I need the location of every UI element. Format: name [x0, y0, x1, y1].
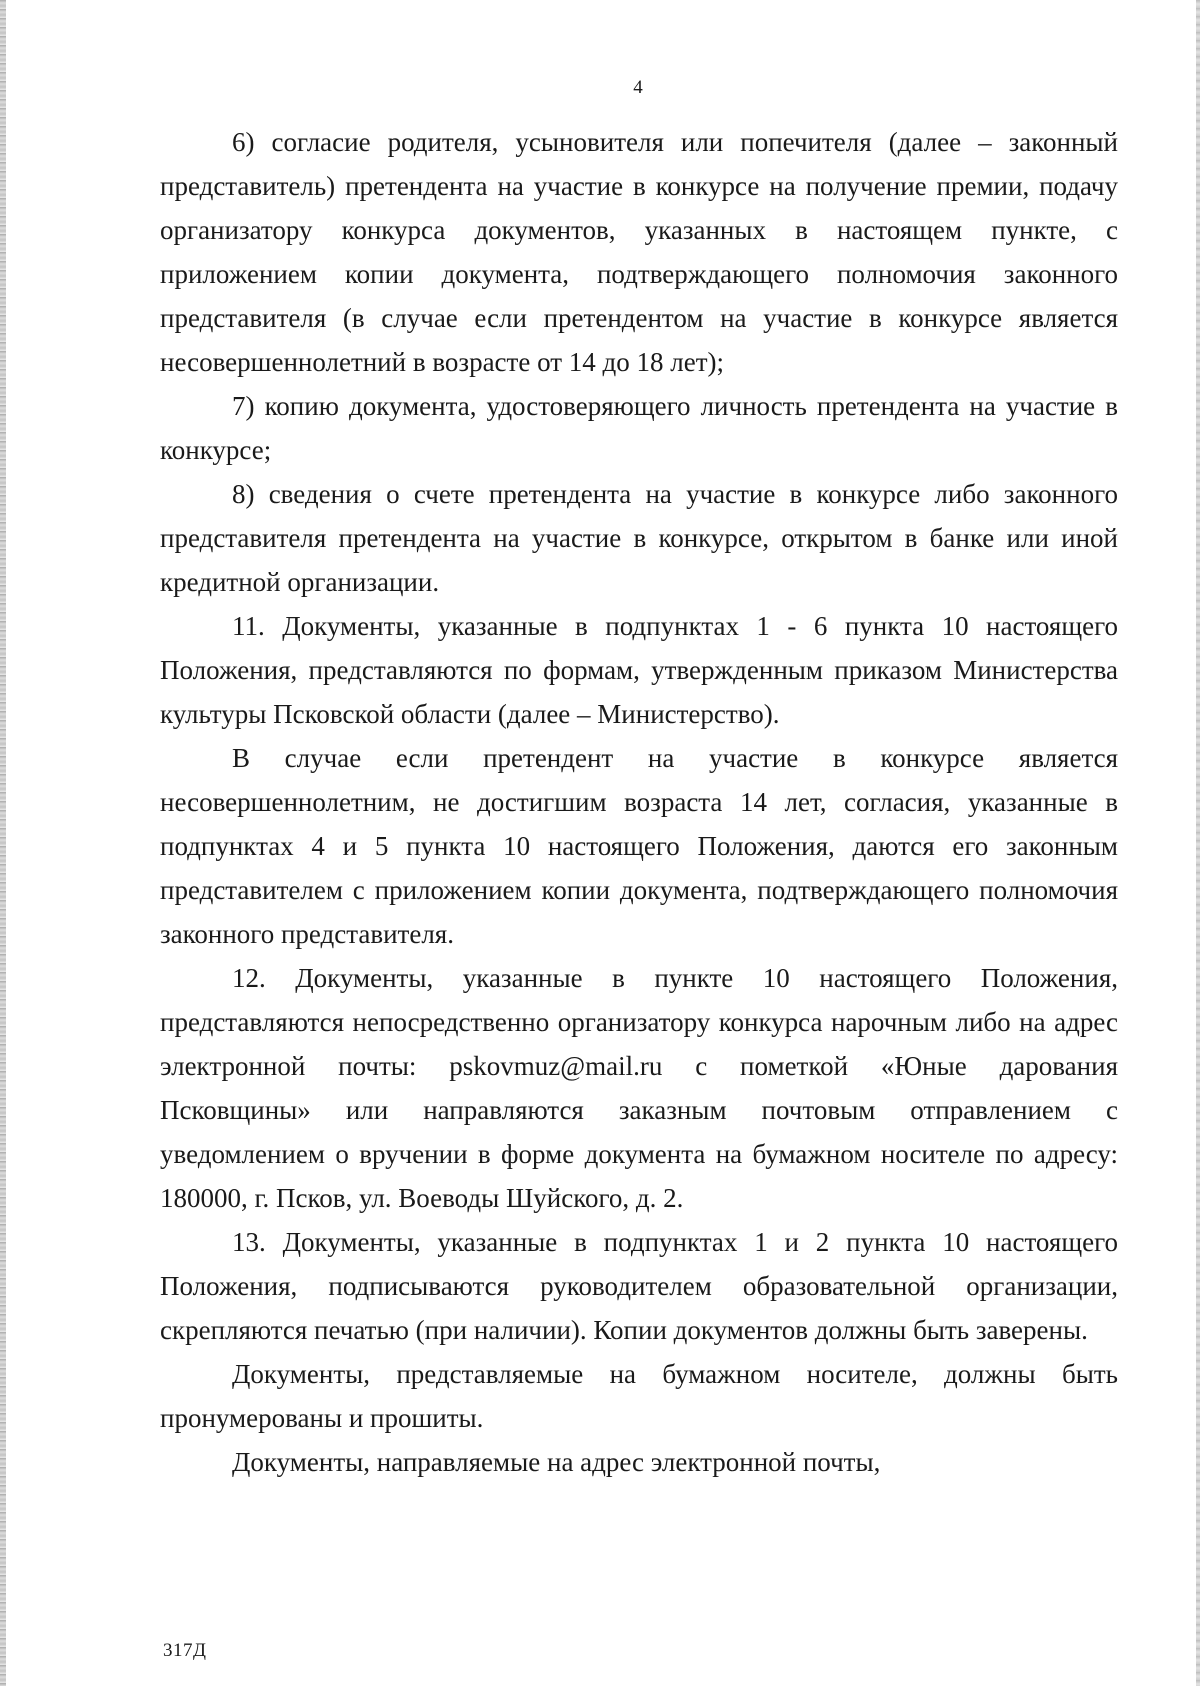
- document-body: [160, 120, 1118, 1484]
- paragraph-item-6: 6) согласие родителя, усыновителя или попечителя (далее – законный представитель) претендента на участие в конкурсе на получение премии, подачу организатору конкурса документов, указанных в настоящем пункте, с приложением копии документа, подтверждающего полномочия законного представителя (в случае если претендентом на участие в конкурсе является несовершеннолетний в возрасте от 14 до 18 лет);: [160, 127, 1118, 377]
- paragraph-item-8: 8) сведения о счете претендента на участие в конкурсе либо законного представителя претендента на участие в конкурсе, открытом в банке или иной кредитной организации.: [160, 479, 1118, 597]
- paragraph-clause-11-minor: В случае если претендент на участие в конкурсе является несовершеннолетним, не достигшим возраста 14 лет, согласия, указанные в подпунктах 4 и 5 пункта 10 настоящего Положения, даются его законным представителем с приложением копии документа, подтверждающего полномочия законного представителя.: [160, 743, 1118, 949]
- paragraph-clause-13: 13. Документы, указанные в подпунктах 1 и 2 пункта 10 настоящего Положения, подписываются руководителем образовательной организации, скрепляются печатью (при наличии). Копии документов должны быть заверены.: [160, 1227, 1118, 1345]
- paragraph-item-7: 7) копию документа, удостоверяющего личность претендента на участие в конкурсе;: [160, 391, 1118, 465]
- scan-edge-right: [1196, 0, 1200, 1686]
- paragraph-clause-11: 11. Документы, указанные в подпунктах 1 - 6 пункта 10 настоящего Положения, представляются по формам, утвержденным приказом Министерства культуры Псковской области (далее – Министерство).: [160, 611, 1118, 729]
- footer-document-code: 317Д: [163, 1640, 207, 1661]
- scan-edge-left: [0, 0, 6, 1686]
- paragraph-email-documents: Документы, направляемые на адрес электронной почты,: [232, 1447, 881, 1477]
- page-number: 4: [633, 77, 643, 98]
- paragraph-clause-12: 12. Документы, указанные в пункте 10 настоящего Положения, представляются непосредственно организатору конкурса нарочным либо на адрес электронной почты: pskovmuz@mail.ru с пометкой «Юные дарования Псковщины» или направляются заказным почтовым отправлением с уведомлением о вручении в форме документа на бумажном носителе по адресу: 180000, г. Псков, ул. Воеводы Шуйского, д. 2.: [160, 963, 1118, 1213]
- paragraph-paper-documents: Документы, представляемые на бумажном носителе, должны быть пронумерованы и прошиты.: [160, 1359, 1118, 1433]
